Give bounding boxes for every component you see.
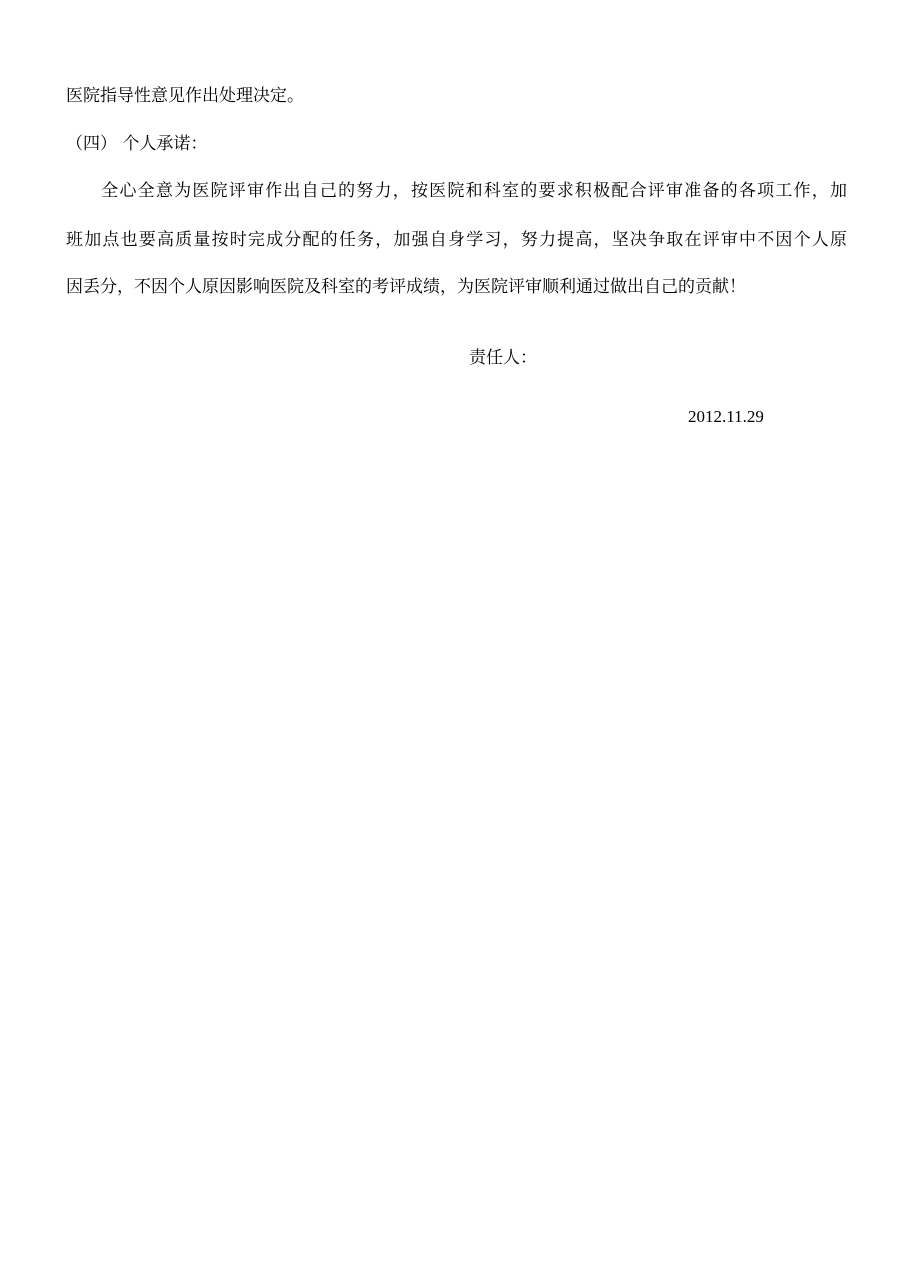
paragraph-line-3-text: 全心全意为医院评审作出自己的努力，按医院和科室的要求积极配合评审准备的各项工作，加 (100, 181, 847, 201)
signature-label: 责任人： (469, 348, 537, 368)
paragraph-line-1: 医院指导性意见作出处理决定。 (66, 86, 304, 106)
section-heading-personal-commitment: （四） 个人承诺： (66, 134, 208, 154)
paragraph-line-4: 班加点也要高质量按时完成分配的任务，加强自身学习，努力提高，坚决争取在评审中不因个人原 (66, 230, 847, 250)
paragraph-line-5: 因丢分，不因个人原因影响医院及科室的考评成绩，为医院评审顺利通过做出自己的贡献！ (66, 277, 746, 297)
paragraph-line-3 (66, 179, 847, 203)
document-date: 2012.11.29 (688, 407, 764, 426)
